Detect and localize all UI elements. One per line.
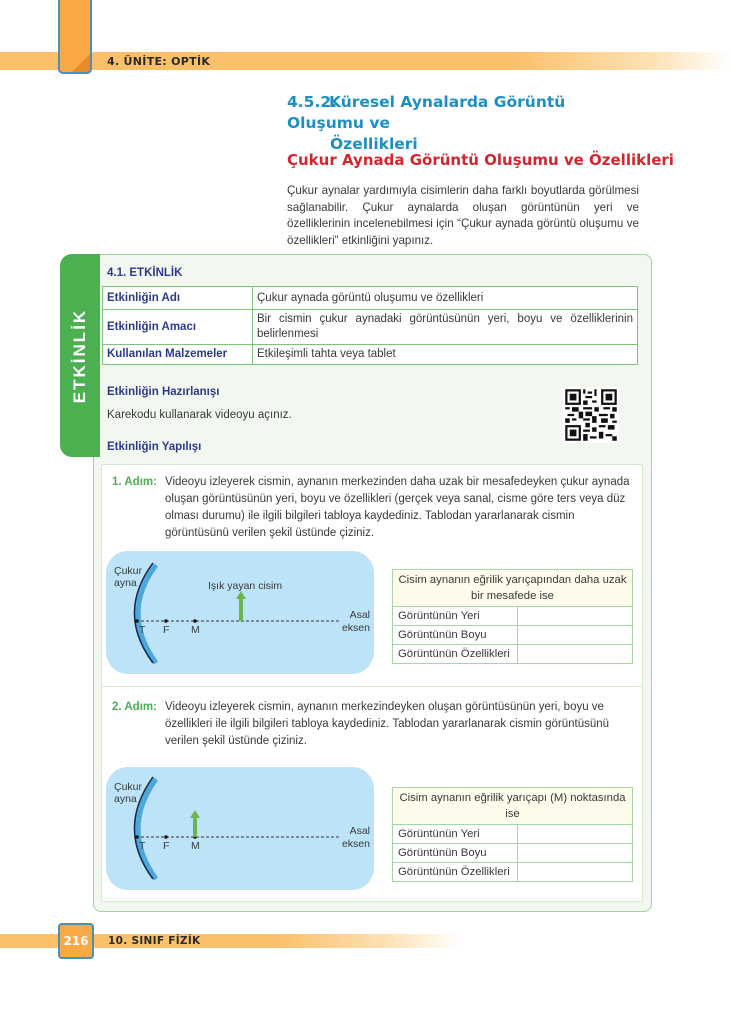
preparation-text: Karekodu kullanarak videoyu açınız.	[107, 409, 292, 421]
activity-info-table	[102, 286, 638, 365]
answer-cell[interactable]	[518, 863, 633, 882]
page-number: 216	[58, 923, 94, 959]
table-row	[393, 825, 633, 844]
table-row	[103, 287, 638, 310]
info-key: Kullanılan Malzemeler	[103, 345, 253, 365]
row-label: Görüntünün Boyu	[393, 844, 518, 863]
step-divider	[101, 686, 643, 687]
point-f-label: F	[163, 840, 170, 852]
answer-cell[interactable]	[518, 825, 633, 844]
table-header-row	[393, 570, 633, 607]
row-label: Görüntünün Özellikleri	[393, 645, 518, 664]
axis-label-2: eksen	[341, 622, 370, 634]
table-row	[393, 844, 633, 863]
info-key: Etkinliğin Amacı	[103, 310, 253, 345]
step-1-diagram	[106, 551, 374, 674]
step-2-body: Videoyu izleyerek cismin, aynanın merkezindeyken oluşan görüntüsünün yeri, boyu ve özellikleri ile ilgili bilgileri tabloya kaydediniz. Tablodan yararlanarak cismin görüntüsünü verilen şekil üstünde çiziniz.	[165, 701, 610, 747]
row-label: Görüntünün Boyu	[393, 626, 518, 645]
info-value: Etkileşimli tahta veya tablet	[253, 345, 638, 365]
chapter-tab-decoration	[58, 0, 92, 74]
section-title-line2: Özellikleri	[330, 135, 418, 153]
step-2-diagram	[106, 767, 374, 890]
info-value: Bir cismin çukur aynadaki görüntüsünün yeri, boyu ve özelliklerinin belirlenmesi	[253, 310, 638, 345]
row-label: Görüntünün Özellikleri	[393, 863, 518, 882]
axis-label-2: eksen	[341, 838, 370, 850]
point-m-label: M	[191, 624, 200, 636]
step-1-body: Videoyu izleyerek cismin, aynanın merkezinden daha uzak bir mesafedeyken çukur aynada oluşan görüntüsünün yeri, boyu ve özellikleri (gerçek veya sanal, cisme göre ters veya düz olması durumu) ile ilgili bilgileri tabloya kaydediniz. Tablodan yararlanarak cismin görüntüsünü verilen şekil üstünde çiziniz.	[165, 476, 630, 539]
table-row	[393, 626, 633, 645]
section-number: 4.5.2.	[287, 93, 338, 111]
object-label: Işık yayan cisim	[208, 580, 283, 592]
procedure-heading: Etkinliğin Yapılışı	[107, 441, 202, 453]
preparation-heading: Etkinliğin Hazırlanışı	[107, 386, 220, 398]
answer-cell[interactable]	[518, 626, 633, 645]
mirror-label: Çukur ayna	[114, 565, 143, 589]
mirror-label: Çukur ayna	[114, 781, 143, 805]
intro-paragraph: Çukur aynalar yardımıyla cisimlerin daha farklı boyutlarda görülmesi sağlanabilir. Çukur aynalarda oluşan görüntünün yeri ve özelliklerinin incelenebilmesi için “Çukur aynada görüntü oluşumu ve özellikleri” etkinliğini yapınız.	[287, 184, 639, 247]
activity-heading: 4.1. ETKİNLİK	[107, 267, 183, 279]
point-t-label: T	[139, 624, 146, 636]
table-header-row	[393, 788, 633, 825]
book-label: 10. SINIF FİZİK	[108, 935, 201, 947]
axis-label: Asal	[349, 825, 370, 837]
table-row	[393, 863, 633, 882]
info-key: Etkinliğin Adı	[103, 287, 253, 310]
table-header: Cisim aynanın eğrilik yarıçapından daha uzak bir mesafede ise	[393, 570, 633, 607]
point-f-label: F	[163, 624, 170, 636]
row-label: Görüntünün Yeri	[393, 825, 518, 844]
table-header: Cisim aynanın eğrilik yarıçapı (M) noktasında ise	[393, 788, 633, 825]
point-m-label: M	[191, 840, 200, 852]
table-row	[393, 607, 633, 626]
point-t-label: T	[139, 840, 146, 852]
step-2-results-table	[392, 787, 633, 882]
answer-cell[interactable]	[518, 844, 633, 863]
activity-side-tab	[60, 254, 100, 457]
table-row	[103, 345, 638, 365]
answer-cell[interactable]	[518, 607, 633, 626]
answer-cell[interactable]	[518, 645, 633, 664]
activity-side-tab-label: ETKİNLİK	[70, 308, 89, 403]
section-title	[287, 92, 647, 155]
step-1-label: 1. Adım:	[112, 476, 157, 488]
row-label: Görüntünün Yeri	[393, 607, 518, 626]
info-value: Çukur aynada görüntü oluşumu ve özellikleri	[253, 287, 638, 310]
axis-label: Asal	[349, 609, 370, 621]
qr-code-icon[interactable]	[563, 387, 619, 443]
step-2-label: 2. Adım:	[112, 701, 157, 713]
step-2-text	[112, 699, 632, 750]
table-row	[103, 310, 638, 345]
section-title-line1: Küresel Aynalarda Görüntü Oluşumu ve	[287, 93, 566, 132]
step-1-text	[112, 474, 632, 542]
subsection-title: Çukur Aynada Görüntü Oluşumu ve Özellikleri	[287, 151, 674, 169]
step-1-results-table	[392, 569, 633, 664]
table-row	[393, 645, 633, 664]
unit-label: 4. ÜNİTE: OPTİK	[107, 55, 211, 68]
